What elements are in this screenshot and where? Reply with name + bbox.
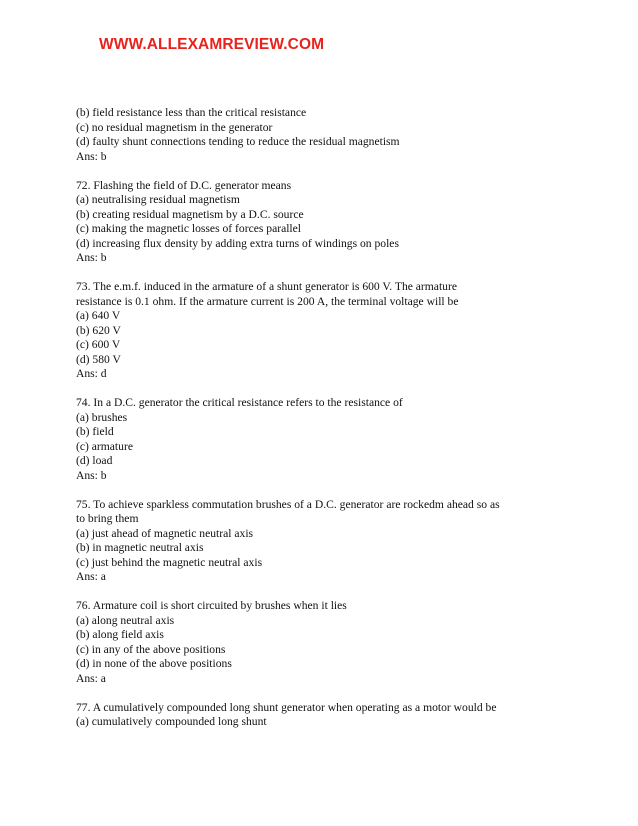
text-line: (b) along field axis xyxy=(76,628,164,641)
document-body xyxy=(76,106,576,744)
text-line: 74. In a D.C. generator the critical resistance refers to the resistance of xyxy=(76,396,403,409)
question-block xyxy=(76,396,576,483)
text-line: Ans: b xyxy=(76,149,107,163)
text-line: Ans: b xyxy=(76,251,107,264)
text-line: resistance is 0.1 ohm. If the armature current is 200 A, the terminal voltage will be xyxy=(76,294,459,308)
text-line: (d) increasing flux density by adding extra turns of windings on poles xyxy=(76,236,399,250)
text-line: (d) 580 V xyxy=(76,352,121,366)
text-line: (b) 620 V xyxy=(76,323,121,337)
text-line: (c) 600 V xyxy=(76,338,121,351)
text-line: Ans: d xyxy=(76,367,107,380)
text-line: Ans: a xyxy=(76,570,106,583)
text-line: (a) 640 V xyxy=(76,309,121,322)
text-line: Ans: b xyxy=(76,468,107,482)
text-line: 76. Armature coil is short circuited by brushes when it lies xyxy=(76,599,347,612)
text-line: (d) load xyxy=(76,454,113,467)
text-line: (d) faulty shunt connections tending to reduce the residual magnetism xyxy=(76,135,400,148)
text-line: (c) making the magnetic losses of forces parallel xyxy=(76,222,302,235)
text-line: Ans: a xyxy=(76,671,106,685)
text-line: 77. A cumulatively compounded long shunt generator when operating as a motor would be xyxy=(76,700,497,714)
text-line: (a) brushes xyxy=(76,410,128,424)
text-line: (a) just ahead of magnetic neutral axis xyxy=(76,526,254,540)
text-line: (a) cumulatively compounded long shunt xyxy=(76,715,267,728)
text-line: (c) in any of the above positions xyxy=(76,642,226,656)
question-block xyxy=(76,179,576,266)
question-block xyxy=(76,701,576,730)
question-block xyxy=(76,106,576,164)
text-line: (b) creating residual magnetism by a D.C. source xyxy=(76,207,304,221)
text-line: 72. Flashing the field of D.C. generator means xyxy=(76,178,292,192)
text-line: (d) in none of the above positions xyxy=(76,657,232,670)
site-header: WWW.ALLEXAMREVIEW.COM xyxy=(99,36,325,53)
text-line: to bring them xyxy=(76,512,139,525)
text-line: 75. To achieve sparkless commutation brushes of a D.C. generator are rockedm ahead so as xyxy=(76,497,500,511)
question-block xyxy=(76,280,576,382)
question-block xyxy=(76,498,576,585)
text-line: 73. The e.m.f. induced in the armature of a shunt generator is 600 V. The armature xyxy=(76,280,457,293)
text-line: (a) neutralising residual magnetism xyxy=(76,193,240,206)
text-line: (a) along neutral axis xyxy=(76,613,175,627)
text-line: (b) field xyxy=(76,425,114,438)
text-line: (c) just behind the magnetic neutral axis xyxy=(76,555,263,569)
text-line: (c) armature xyxy=(76,439,133,453)
question-block xyxy=(76,599,576,686)
text-line: (c) no residual magnetism in the generator xyxy=(76,120,273,134)
text-line: (b) in magnetic neutral axis xyxy=(76,541,204,554)
text-line: (b) field resistance less than the critical resistance xyxy=(76,106,307,119)
